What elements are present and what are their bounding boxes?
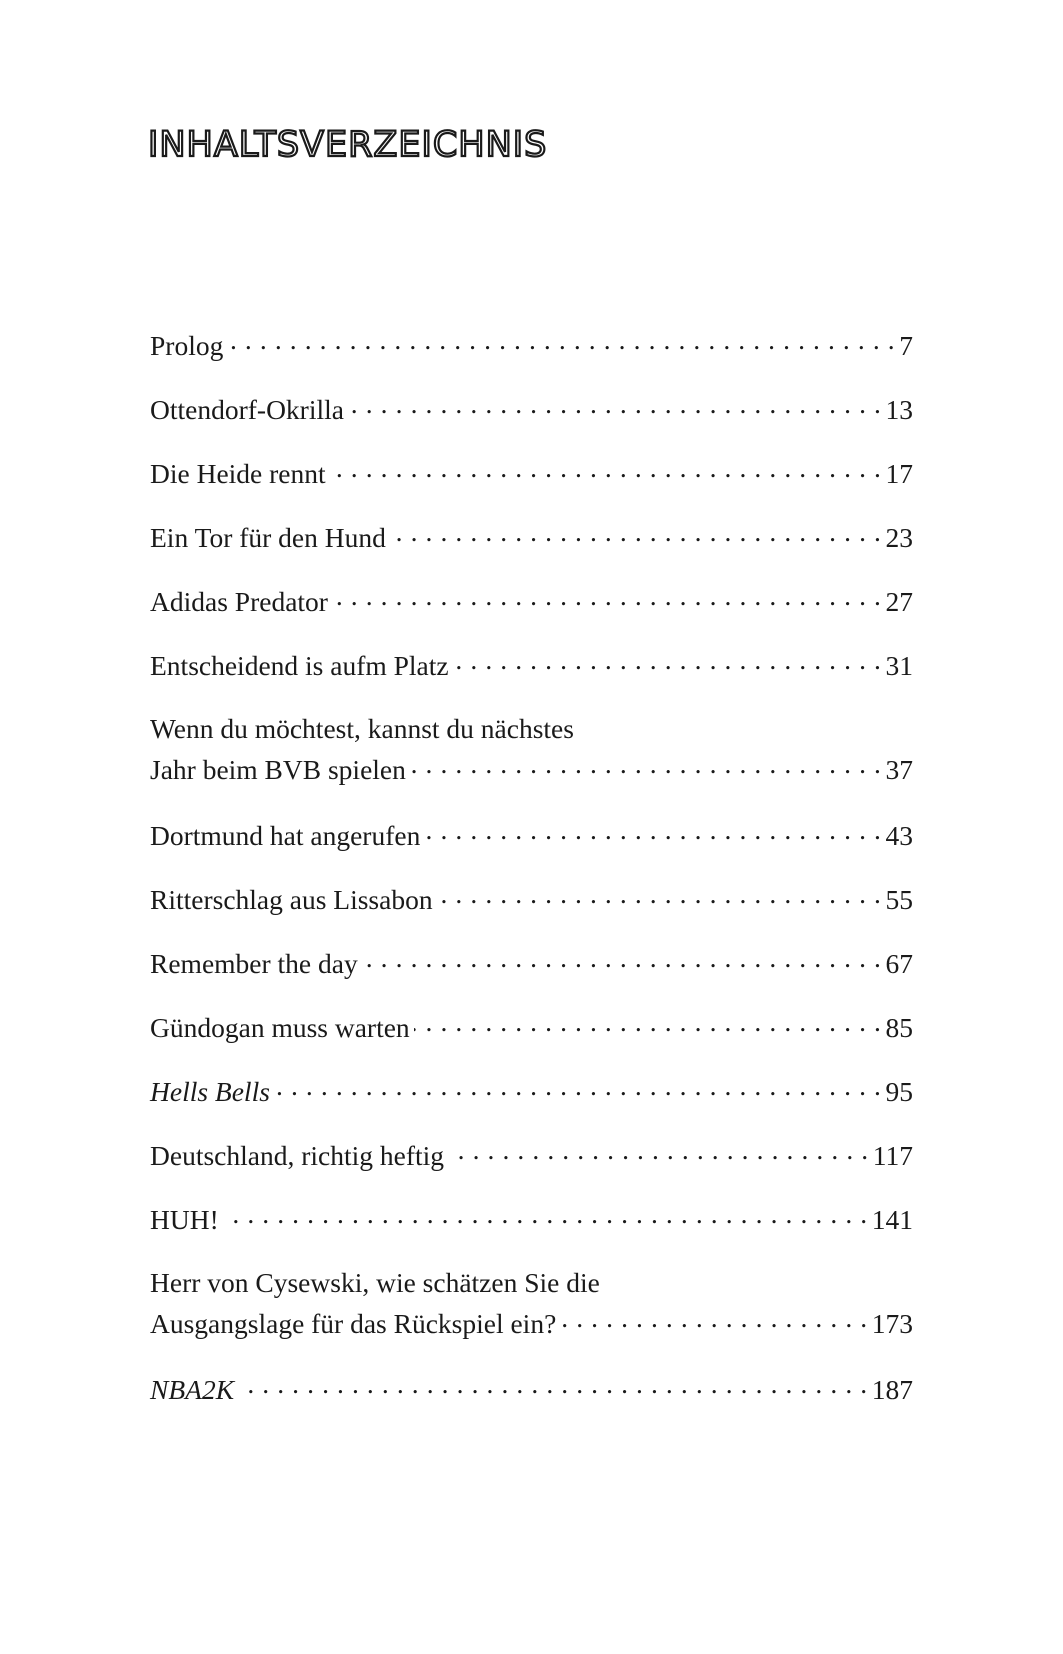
- toc-entry-title-line: Wenn du möchtest, kannst du nächstes: [150, 713, 574, 744]
- toc-entry[interactable]: [150, 1369, 913, 1409]
- toc-entry-title: Adidas Predator: [150, 586, 328, 617]
- toc-spacer: [150, 557, 913, 581]
- toc-entry[interactable]: [150, 517, 913, 557]
- toc-entry-title: Prolog: [150, 330, 224, 361]
- toc-entry-title: HUH!: [150, 1204, 219, 1235]
- toc-entry[interactable]: [150, 1007, 913, 1047]
- toc-entry[interactable]: [150, 709, 913, 791]
- toc-entry-row: [150, 389, 913, 430]
- toc-entry[interactable]: [150, 1135, 913, 1175]
- dot-leader: [274, 1071, 882, 1101]
- toc-entry-page-number: 187: [871, 1374, 913, 1405]
- dot-leader: [424, 815, 881, 845]
- toc-spacer: [150, 685, 913, 709]
- toc-spacer: [150, 365, 913, 389]
- toc-entry[interactable]: [150, 645, 913, 685]
- toc-entry[interactable]: [150, 815, 913, 855]
- toc-entry-title: Ottendorf-Okrilla: [150, 394, 344, 425]
- dot-leader: [448, 1135, 869, 1165]
- toc-spacer: [150, 493, 913, 517]
- toc-entry-title: Dortmund hat angerufen: [150, 820, 421, 851]
- toc-entry[interactable]: [150, 943, 913, 983]
- dot-leader: [437, 879, 882, 909]
- toc-entry-page-number: 31: [885, 650, 913, 681]
- dot-leader: [223, 1199, 868, 1229]
- toc-entry-title: Ein Tor für den Hund: [150, 522, 386, 553]
- toc-entry-title: NBA2K: [150, 1374, 235, 1405]
- toc-entry-title: Ausgangslage für das Rückspiel ein?: [150, 1308, 557, 1339]
- toc-spacer: [150, 429, 913, 453]
- toc-entry-row: [150, 645, 913, 686]
- toc-entry-page-number: 95: [885, 1076, 913, 1107]
- table-of-contents: [150, 325, 913, 1409]
- toc-entry-title: Gündogan muss warten: [150, 1012, 410, 1043]
- dot-leader: [330, 453, 882, 483]
- toc-entry-row: [150, 453, 913, 494]
- toc-spacer: [150, 621, 913, 645]
- toc-entry-page-number: 27: [885, 586, 913, 617]
- toc-entry-row: [150, 1007, 913, 1048]
- toc-entry[interactable]: [150, 453, 913, 493]
- toc-entry[interactable]: [150, 389, 913, 429]
- toc-entry-page-number: 55: [885, 884, 913, 915]
- toc-entry-title: Deutschland, richtig heftig: [150, 1140, 445, 1171]
- toc-spacer: [150, 983, 913, 1007]
- toc-spacer: [150, 1239, 913, 1263]
- toc-entry-title: Entscheidend is aufm Platz: [150, 650, 449, 681]
- toc-entry-title: Remember the day: [150, 948, 358, 979]
- toc-entry[interactable]: [150, 1199, 913, 1239]
- toc-spacer: [150, 855, 913, 879]
- toc-entry-page-number: 13: [885, 394, 913, 425]
- toc-entry[interactable]: [150, 325, 913, 365]
- toc-entry-row: [150, 1135, 913, 1176]
- toc-entry-row: [150, 325, 913, 366]
- dot-leader: [453, 645, 882, 675]
- toc-entry-page-number: 117: [872, 1140, 913, 1171]
- toc-entry-row: [150, 879, 913, 920]
- dot-leader: [560, 1303, 867, 1333]
- dot-leader: [390, 517, 882, 547]
- toc-entry-page-number: 43: [885, 820, 913, 851]
- toc-entry-title: Hells Bells: [150, 1076, 270, 1107]
- toc-entry-row: [150, 581, 913, 622]
- toc-entry[interactable]: [150, 581, 913, 621]
- toc-entry-row: [150, 815, 913, 856]
- dot-leader: [410, 749, 882, 779]
- toc-entry-row: [150, 1369, 913, 1410]
- toc-spacer: [150, 1345, 913, 1369]
- toc-entry-row: [150, 517, 913, 558]
- toc-entry[interactable]: [150, 879, 913, 919]
- toc-entry-page-number: 173: [871, 1308, 913, 1339]
- toc-entry-row: [150, 1303, 913, 1344]
- toc-spacer: [150, 1111, 913, 1135]
- toc-entry-page-number: 141: [871, 1204, 913, 1235]
- toc-entry-row: [150, 943, 913, 984]
- toc-entry[interactable]: [150, 1071, 913, 1111]
- toc-entry-page-number: 7: [899, 330, 913, 361]
- toc-spacer: [150, 919, 913, 943]
- toc-entry-page-number: 17: [885, 458, 913, 489]
- page-title: INHALTSVERZEICHNIS: [148, 125, 548, 165]
- toc-entry-title: Jahr beim BVB spielen: [150, 754, 406, 785]
- toc-entry-page-number: 23: [885, 522, 913, 553]
- toc-entry-row: [150, 1071, 913, 1112]
- toc-entry-title-line: Herr von Cysewski, wie schätzen Sie die: [150, 1267, 600, 1298]
- toc-entry-row: [150, 749, 913, 790]
- toc-entry-page-number: 37: [885, 754, 913, 785]
- dot-leader: [414, 1007, 882, 1037]
- dot-leader: [362, 943, 882, 973]
- toc-spacer: [150, 1047, 913, 1071]
- dot-leader: [238, 1369, 868, 1399]
- dot-leader: [332, 581, 882, 611]
- toc-entry-title: Ritterschlag aus Lissabon: [150, 884, 433, 915]
- toc-spacer: [150, 791, 913, 815]
- toc-spacer: [150, 1175, 913, 1199]
- toc-entry[interactable]: [150, 1263, 913, 1345]
- toc-entry-page-number: 67: [885, 948, 913, 979]
- dot-leader: [348, 389, 882, 419]
- toc-entry-row: [150, 1199, 913, 1240]
- toc-entry-page-number: 85: [885, 1012, 913, 1043]
- dot-leader: [227, 325, 895, 355]
- toc-entry-title: Die Heide rennt: [150, 458, 326, 489]
